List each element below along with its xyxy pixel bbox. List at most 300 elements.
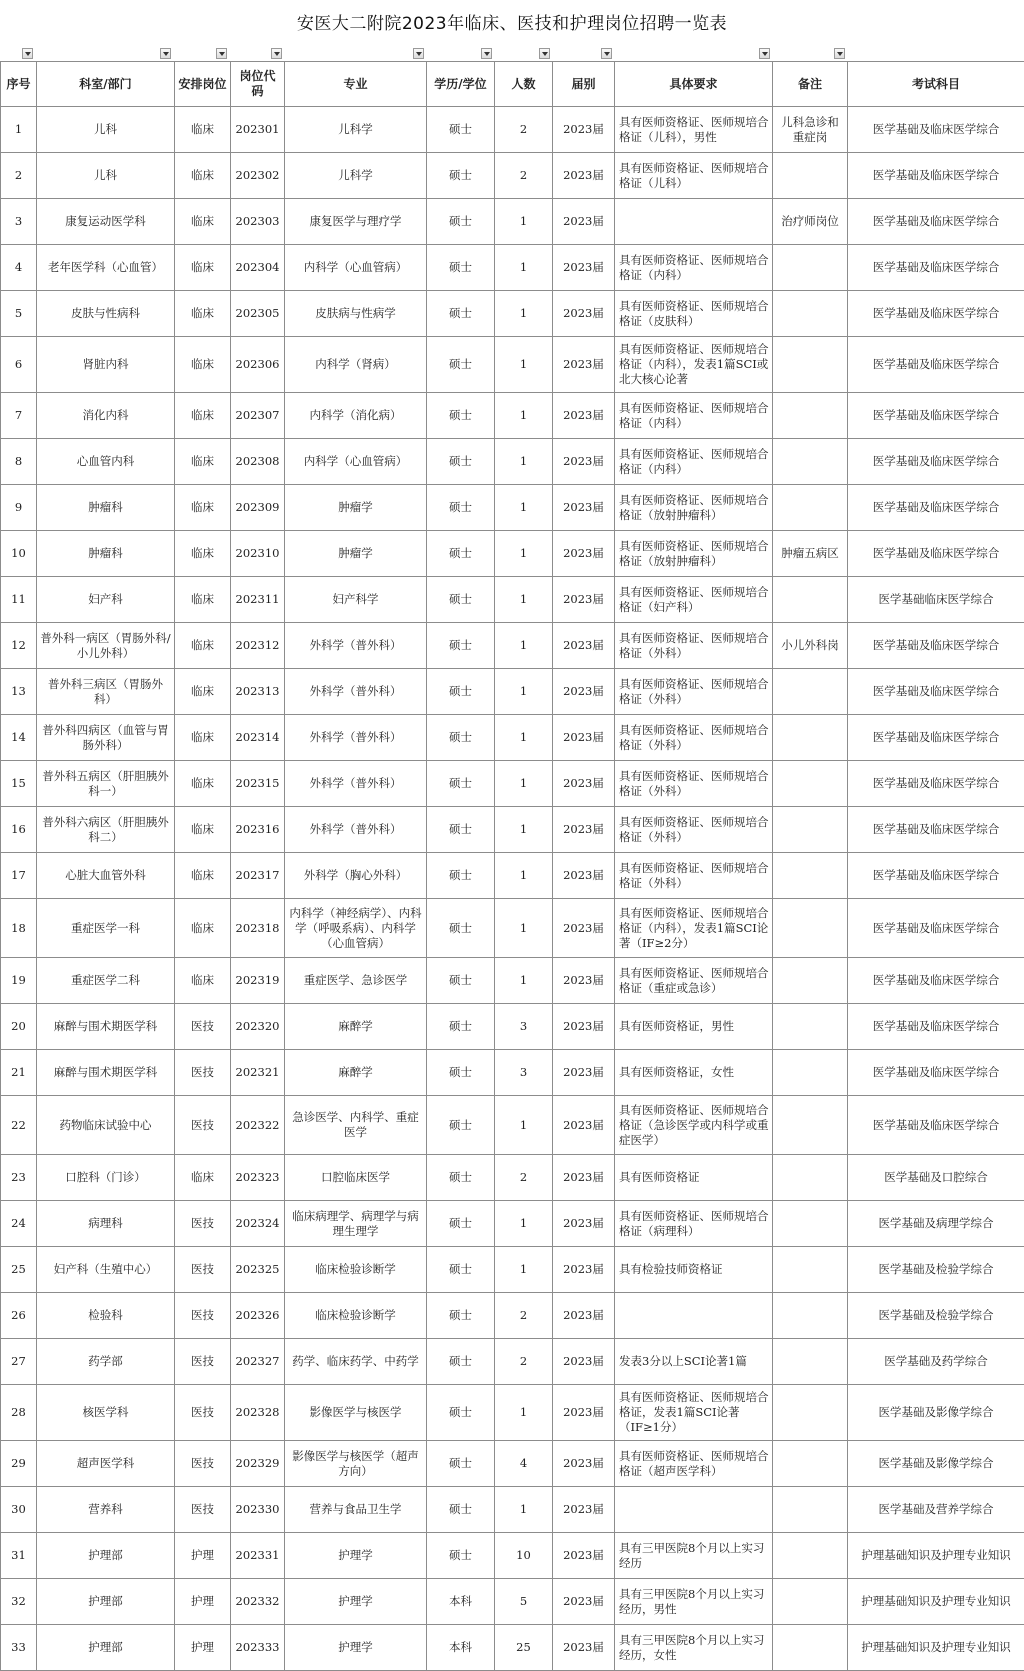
cell-requirements: 具有医师资格证、医师规培合格证（放射肿瘤科） bbox=[615, 531, 773, 577]
cell-remark: 肿瘤五病区 bbox=[773, 531, 848, 577]
cell-code: 202306 bbox=[231, 337, 285, 393]
cell-code: 202327 bbox=[231, 1339, 285, 1385]
cell-position: 护理 bbox=[175, 1579, 231, 1625]
cell-dept: 妇产科 bbox=[37, 577, 175, 623]
cell-degree: 硕士 bbox=[427, 899, 495, 958]
cell-seq: 31 bbox=[1, 1533, 37, 1579]
cell-count: 1 bbox=[495, 807, 553, 853]
cell-exam: 医学基础及影像学综合 bbox=[848, 1385, 1024, 1441]
cell-session: 2023届 bbox=[553, 1247, 615, 1293]
cell-dept: 普外科三病区（胃肠外科） bbox=[37, 669, 175, 715]
cell-position: 医技 bbox=[175, 1096, 231, 1155]
cell-dept: 麻醉与围术期医学科 bbox=[37, 1050, 175, 1096]
cell-session: 2023届 bbox=[553, 669, 615, 715]
cell-requirements: 具有医师资格证、医师规培合格证（病理科） bbox=[615, 1201, 773, 1247]
cell-session: 2023届 bbox=[553, 807, 615, 853]
cell-major: 药学、临床药学、中药学 bbox=[285, 1339, 427, 1385]
cell-dept: 普外科一病区（胃肠外科/小儿外科） bbox=[37, 623, 175, 669]
cell-remark bbox=[773, 1441, 848, 1487]
table-row bbox=[1, 715, 1024, 761]
cell-position: 临床 bbox=[175, 807, 231, 853]
table-row bbox=[1, 153, 1024, 199]
cell-degree: 硕士 bbox=[427, 1385, 495, 1441]
cell-code: 202322 bbox=[231, 1096, 285, 1155]
cell-major: 外科学（普外科） bbox=[285, 623, 427, 669]
cell-position: 医技 bbox=[175, 1385, 231, 1441]
table-row bbox=[1, 669, 1024, 715]
header-dept: 科室/部门 bbox=[37, 62, 175, 107]
cell-degree: 硕士 bbox=[427, 1293, 495, 1339]
table-row bbox=[1, 761, 1024, 807]
cell-position: 临床 bbox=[175, 715, 231, 761]
cell-seq: 5 bbox=[1, 291, 37, 337]
cell-session: 2023届 bbox=[553, 245, 615, 291]
cell-position: 临床 bbox=[175, 761, 231, 807]
cell-degree: 硕士 bbox=[427, 669, 495, 715]
cell-remark bbox=[773, 1004, 848, 1050]
cell-count: 10 bbox=[495, 1533, 553, 1579]
cell-remark bbox=[773, 245, 848, 291]
cell-dept: 康复运动医学科 bbox=[37, 199, 175, 245]
table-row bbox=[1, 1441, 1024, 1487]
cell-session: 2023届 bbox=[553, 485, 615, 531]
cell-major: 外科学（普外科） bbox=[285, 807, 427, 853]
cell-requirements: 具有医师资格证、医师规培合格证（内科） bbox=[615, 245, 773, 291]
cell-count: 1 bbox=[495, 761, 553, 807]
cell-count: 1 bbox=[495, 1201, 553, 1247]
cell-count: 1 bbox=[495, 899, 553, 958]
cell-position: 临床 bbox=[175, 623, 231, 669]
table-row bbox=[1, 623, 1024, 669]
cell-count: 2 bbox=[495, 1339, 553, 1385]
cell-session: 2023届 bbox=[553, 1201, 615, 1247]
cell-seq: 29 bbox=[1, 1441, 37, 1487]
cell-degree: 硕士 bbox=[427, 199, 495, 245]
cell-count: 1 bbox=[495, 245, 553, 291]
cell-position: 临床 bbox=[175, 485, 231, 531]
cell-exam: 医学基础及影像学综合 bbox=[848, 1441, 1024, 1487]
cell-count: 1 bbox=[495, 669, 553, 715]
filter-dropdown-remark[interactable] bbox=[834, 48, 845, 59]
header-remark: 备注 bbox=[773, 62, 848, 107]
cell-dept: 核医学科 bbox=[37, 1385, 175, 1441]
table-row bbox=[1, 853, 1024, 899]
cell-exam: 医学基础及检验学综合 bbox=[848, 1247, 1024, 1293]
cell-degree: 硕士 bbox=[427, 1247, 495, 1293]
cell-count: 1 bbox=[495, 1247, 553, 1293]
cell-major: 麻醉学 bbox=[285, 1004, 427, 1050]
filter-dropdown-req[interactable] bbox=[759, 48, 770, 59]
cell-seq: 24 bbox=[1, 1201, 37, 1247]
header-req: 具体要求 bbox=[615, 62, 773, 107]
cell-position: 临床 bbox=[175, 245, 231, 291]
cell-remark bbox=[773, 439, 848, 485]
cell-seq: 12 bbox=[1, 623, 37, 669]
cell-code: 202309 bbox=[231, 485, 285, 531]
cell-session: 2023届 bbox=[553, 958, 615, 1004]
cell-exam: 医学基础及临床医学综合 bbox=[848, 107, 1024, 153]
cell-exam: 医学基础及药学综合 bbox=[848, 1339, 1024, 1385]
cell-count: 1 bbox=[495, 485, 553, 531]
table-row bbox=[1, 958, 1024, 1004]
header-seq: 序号 bbox=[1, 62, 37, 107]
cell-count: 2 bbox=[495, 1155, 553, 1201]
cell-session: 2023届 bbox=[553, 761, 615, 807]
cell-degree: 硕士 bbox=[427, 1096, 495, 1155]
header-major: 专业 bbox=[285, 62, 427, 107]
cell-degree: 硕士 bbox=[427, 761, 495, 807]
cell-degree: 硕士 bbox=[427, 577, 495, 623]
table-row bbox=[1, 1096, 1024, 1155]
cell-seq: 1 bbox=[1, 107, 37, 153]
cell-requirements: 具有医师资格证、医师规培合格证（妇产科） bbox=[615, 577, 773, 623]
cell-dept: 皮肤与性病科 bbox=[37, 291, 175, 337]
cell-remark bbox=[773, 1096, 848, 1155]
cell-seq: 14 bbox=[1, 715, 37, 761]
cell-major: 重症医学、急诊医学 bbox=[285, 958, 427, 1004]
cell-exam: 医学基础及临床医学综合 bbox=[848, 1050, 1024, 1096]
cell-dept: 护理部 bbox=[37, 1579, 175, 1625]
cell-exam: 医学基础及临床医学综合 bbox=[848, 439, 1024, 485]
cell-seq: 11 bbox=[1, 577, 37, 623]
cell-dept: 检验科 bbox=[37, 1293, 175, 1339]
cell-degree: 硕士 bbox=[427, 1487, 495, 1533]
cell-requirements bbox=[615, 1293, 773, 1339]
filter-dropdown-count[interactable] bbox=[539, 48, 550, 59]
cell-session: 2023届 bbox=[553, 199, 615, 245]
cell-position: 临床 bbox=[175, 393, 231, 439]
cell-dept: 普外科四病区（血管与胃肠外科） bbox=[37, 715, 175, 761]
cell-session: 2023届 bbox=[553, 623, 615, 669]
cell-requirements: 具有医师资格证、医师规培合格证（内科） bbox=[615, 439, 773, 485]
cell-exam: 医学基础及临床医学综合 bbox=[848, 199, 1024, 245]
cell-position: 临床 bbox=[175, 577, 231, 623]
cell-code: 202328 bbox=[231, 1385, 285, 1441]
table-row bbox=[1, 337, 1024, 393]
cell-remark bbox=[773, 1339, 848, 1385]
table-body bbox=[1, 107, 1024, 1671]
cell-count: 2 bbox=[495, 1293, 553, 1339]
cell-major: 护理学 bbox=[285, 1579, 427, 1625]
cell-degree: 硕士 bbox=[427, 439, 495, 485]
cell-requirements: 具有医师资格证、医师规培合格证（急诊医学或内科学或重症医学） bbox=[615, 1096, 773, 1155]
cell-remark bbox=[773, 1487, 848, 1533]
cell-degree: 硕士 bbox=[427, 958, 495, 1004]
cell-code: 202314 bbox=[231, 715, 285, 761]
cell-session: 2023届 bbox=[553, 107, 615, 153]
cell-requirements: 具有检验技师资格证 bbox=[615, 1247, 773, 1293]
cell-requirements: 具有医师资格证、医师规培合格证（内科） bbox=[615, 393, 773, 439]
filter-dropdown-seq[interactable] bbox=[22, 48, 33, 59]
cell-dept: 药学部 bbox=[37, 1339, 175, 1385]
cell-dept: 儿科 bbox=[37, 107, 175, 153]
cell-session: 2023届 bbox=[553, 1487, 615, 1533]
cell-requirements: 具有三甲医院8个月以上实习经历，女性 bbox=[615, 1625, 773, 1671]
cell-seq: 8 bbox=[1, 439, 37, 485]
cell-remark bbox=[773, 715, 848, 761]
cell-requirements: 具有医师资格证、医师规培合格证（外科） bbox=[615, 761, 773, 807]
cell-requirements bbox=[615, 199, 773, 245]
cell-exam: 医学基础及临床医学综合 bbox=[848, 715, 1024, 761]
cell-dept: 普外科五病区（肝胆胰外科一） bbox=[37, 761, 175, 807]
cell-remark: 小儿外科岗 bbox=[773, 623, 848, 669]
cell-exam: 医学基础及临床医学综合 bbox=[848, 807, 1024, 853]
cell-requirements: 具有医师资格证、医师规培合格证（外科） bbox=[615, 715, 773, 761]
filter-dropdown-position[interactable] bbox=[216, 48, 227, 59]
cell-major: 妇产科学 bbox=[285, 577, 427, 623]
cell-position: 医技 bbox=[175, 1487, 231, 1533]
cell-dept: 妇产科（生殖中心） bbox=[37, 1247, 175, 1293]
cell-code: 202302 bbox=[231, 153, 285, 199]
cell-seq: 2 bbox=[1, 153, 37, 199]
cell-exam: 医学基础及检验学综合 bbox=[848, 1293, 1024, 1339]
cell-exam: 医学基础及临床医学综合 bbox=[848, 485, 1024, 531]
cell-remark bbox=[773, 1247, 848, 1293]
cell-position: 临床 bbox=[175, 899, 231, 958]
cell-seq: 4 bbox=[1, 245, 37, 291]
table-row bbox=[1, 1385, 1024, 1441]
filter-dropdown-major[interactable] bbox=[413, 48, 424, 59]
cell-position: 临床 bbox=[175, 153, 231, 199]
cell-remark bbox=[773, 1385, 848, 1441]
cell-remark bbox=[773, 669, 848, 715]
filter-dropdown-dept[interactable] bbox=[160, 48, 171, 59]
cell-exam: 医学基础及临床医学综合 bbox=[848, 853, 1024, 899]
cell-code: 202319 bbox=[231, 958, 285, 1004]
cell-seq: 10 bbox=[1, 531, 37, 577]
cell-count: 1 bbox=[495, 337, 553, 393]
cell-dept: 重症医学二科 bbox=[37, 958, 175, 1004]
cell-remark bbox=[773, 1155, 848, 1201]
cell-requirements: 具有医师资格证、医师规培合格证（超声医学科） bbox=[615, 1441, 773, 1487]
cell-major: 肿瘤学 bbox=[285, 485, 427, 531]
cell-code: 202317 bbox=[231, 853, 285, 899]
cell-count: 5 bbox=[495, 1579, 553, 1625]
cell-session: 2023届 bbox=[553, 1050, 615, 1096]
filter-dropdown-degree[interactable] bbox=[481, 48, 492, 59]
cell-code: 202307 bbox=[231, 393, 285, 439]
cell-session: 2023届 bbox=[553, 1533, 615, 1579]
cell-code: 202311 bbox=[231, 577, 285, 623]
cell-major: 外科学（普外科） bbox=[285, 761, 427, 807]
cell-session: 2023届 bbox=[553, 577, 615, 623]
cell-code: 202303 bbox=[231, 199, 285, 245]
cell-degree: 硕士 bbox=[427, 107, 495, 153]
cell-code: 202315 bbox=[231, 761, 285, 807]
cell-exam: 医学基础及临床医学综合 bbox=[848, 899, 1024, 958]
cell-count: 1 bbox=[495, 291, 553, 337]
cell-seq: 28 bbox=[1, 1385, 37, 1441]
cell-dept: 肿瘤科 bbox=[37, 485, 175, 531]
cell-position: 医技 bbox=[175, 1339, 231, 1385]
cell-seq: 9 bbox=[1, 485, 37, 531]
cell-session: 2023届 bbox=[553, 291, 615, 337]
cell-degree: 硕士 bbox=[427, 1533, 495, 1579]
cell-major: 外科学（普外科） bbox=[285, 715, 427, 761]
cell-code: 202308 bbox=[231, 439, 285, 485]
cell-exam: 医学基础及临床医学综合 bbox=[848, 245, 1024, 291]
table-row bbox=[1, 1487, 1024, 1533]
cell-count: 2 bbox=[495, 107, 553, 153]
cell-requirements: 具有医师资格证，女性 bbox=[615, 1050, 773, 1096]
filter-dropdown-code[interactable] bbox=[271, 48, 282, 59]
table-row bbox=[1, 899, 1024, 958]
cell-requirements: 具有医师资格证、医师规培合格证（内科），发表1篇SCI论著（IF≥2分） bbox=[615, 899, 773, 958]
cell-requirements: 具有医师资格证、医师规培合格证（放射肿瘤科） bbox=[615, 485, 773, 531]
cell-requirements: 具有医师资格证、医师规培合格证，发表1篇SCI论著（IF≥1分） bbox=[615, 1385, 773, 1441]
cell-remark bbox=[773, 393, 848, 439]
cell-remark bbox=[773, 899, 848, 958]
cell-major: 护理学 bbox=[285, 1625, 427, 1671]
cell-exam: 医学基础及临床医学综合 bbox=[848, 291, 1024, 337]
table-row bbox=[1, 1004, 1024, 1050]
cell-exam: 医学基础及临床医学综合 bbox=[848, 958, 1024, 1004]
cell-major: 内科学（消化病） bbox=[285, 393, 427, 439]
cell-count: 1 bbox=[495, 853, 553, 899]
cell-major: 护理学 bbox=[285, 1533, 427, 1579]
cell-position: 临床 bbox=[175, 337, 231, 393]
cell-degree: 硕士 bbox=[427, 1004, 495, 1050]
cell-position: 医技 bbox=[175, 1247, 231, 1293]
cell-remark bbox=[773, 337, 848, 393]
cell-seq: 13 bbox=[1, 669, 37, 715]
cell-count: 1 bbox=[495, 1096, 553, 1155]
cell-degree: 硕士 bbox=[427, 807, 495, 853]
table-row bbox=[1, 199, 1024, 245]
cell-requirements: 具有医师资格证、医师规培合格证（外科） bbox=[615, 807, 773, 853]
header-position: 安排岗位 bbox=[175, 62, 231, 107]
cell-major: 内科学（心血管病） bbox=[285, 439, 427, 485]
cell-exam: 医学基础及临床医学综合 bbox=[848, 761, 1024, 807]
cell-dept: 心脏大血管外科 bbox=[37, 853, 175, 899]
cell-requirements: 具有三甲医院8个月以上实习经历 bbox=[615, 1533, 773, 1579]
cell-code: 202325 bbox=[231, 1247, 285, 1293]
cell-requirements: 具有医师资格证、医师规培合格证（外科） bbox=[615, 669, 773, 715]
cell-seq: 21 bbox=[1, 1050, 37, 1096]
cell-dept: 口腔科（门诊） bbox=[37, 1155, 175, 1201]
cell-count: 1 bbox=[495, 1487, 553, 1533]
cell-requirements: 具有医师资格证、医师规培合格证（外科） bbox=[615, 853, 773, 899]
table-row bbox=[1, 577, 1024, 623]
cell-exam: 医学基础及临床医学综合 bbox=[848, 153, 1024, 199]
cell-seq: 16 bbox=[1, 807, 37, 853]
table-row bbox=[1, 1155, 1024, 1201]
cell-major: 肿瘤学 bbox=[285, 531, 427, 577]
cell-code: 202320 bbox=[231, 1004, 285, 1050]
cell-code: 202326 bbox=[231, 1293, 285, 1339]
cell-degree: 硕士 bbox=[427, 393, 495, 439]
cell-degree: 硕士 bbox=[427, 853, 495, 899]
table-row bbox=[1, 245, 1024, 291]
cell-count: 1 bbox=[495, 199, 553, 245]
cell-count: 1 bbox=[495, 531, 553, 577]
cell-session: 2023届 bbox=[553, 1385, 615, 1441]
page-title: 安医大二附院2023年临床、医技和护理岗位招聘一览表 bbox=[0, 0, 1024, 48]
cell-seq: 20 bbox=[1, 1004, 37, 1050]
filter-dropdown-session[interactable] bbox=[601, 48, 612, 59]
cell-requirements: 具有医师资格证，男性 bbox=[615, 1004, 773, 1050]
cell-remark bbox=[773, 485, 848, 531]
table-row bbox=[1, 439, 1024, 485]
cell-seq: 33 bbox=[1, 1625, 37, 1671]
cell-major: 急诊医学、内科学、重症医学 bbox=[285, 1096, 427, 1155]
cell-position: 临床 bbox=[175, 1155, 231, 1201]
cell-seq: 32 bbox=[1, 1579, 37, 1625]
cell-count: 1 bbox=[495, 1385, 553, 1441]
cell-degree: 硕士 bbox=[427, 1441, 495, 1487]
cell-seq: 22 bbox=[1, 1096, 37, 1155]
cell-requirements: 具有医师资格证、医师规培合格证（皮肤科） bbox=[615, 291, 773, 337]
cell-count: 3 bbox=[495, 1050, 553, 1096]
cell-major: 影像医学与核医学 bbox=[285, 1385, 427, 1441]
table-row bbox=[1, 1247, 1024, 1293]
cell-dept: 普外科六病区（肝胆胰外科二） bbox=[37, 807, 175, 853]
cell-remark bbox=[773, 153, 848, 199]
cell-degree: 硕士 bbox=[427, 1155, 495, 1201]
cell-major: 康复医学与理疗学 bbox=[285, 199, 427, 245]
cell-session: 2023届 bbox=[553, 1579, 615, 1625]
cell-position: 医技 bbox=[175, 1293, 231, 1339]
cell-major: 影像医学与核医学（超声方向） bbox=[285, 1441, 427, 1487]
cell-degree: 硕士 bbox=[427, 1339, 495, 1385]
cell-session: 2023届 bbox=[553, 1004, 615, 1050]
cell-major: 内科学（神经病学）、内科学（呼吸系病）、内科学（心血管病） bbox=[285, 899, 427, 958]
cell-count: 25 bbox=[495, 1625, 553, 1671]
table-row bbox=[1, 1339, 1024, 1385]
cell-major: 麻醉学 bbox=[285, 1050, 427, 1096]
cell-requirements: 具有医师资格证、医师规培合格证（儿科），男性 bbox=[615, 107, 773, 153]
cell-degree: 本科 bbox=[427, 1625, 495, 1671]
cell-session: 2023届 bbox=[553, 153, 615, 199]
cell-position: 医技 bbox=[175, 1004, 231, 1050]
cell-seq: 30 bbox=[1, 1487, 37, 1533]
cell-count: 1 bbox=[495, 958, 553, 1004]
cell-exam: 医学基础及临床医学综合 bbox=[848, 531, 1024, 577]
cell-degree: 硕士 bbox=[427, 245, 495, 291]
cell-major: 外科学（胸心外科） bbox=[285, 853, 427, 899]
cell-major: 外科学（普外科） bbox=[285, 669, 427, 715]
table-row bbox=[1, 1625, 1024, 1671]
cell-code: 202301 bbox=[231, 107, 285, 153]
cell-remark bbox=[773, 1050, 848, 1096]
cell-position: 医技 bbox=[175, 1050, 231, 1096]
cell-dept: 病理科 bbox=[37, 1201, 175, 1247]
cell-remark bbox=[773, 1293, 848, 1339]
cell-degree: 硕士 bbox=[427, 531, 495, 577]
table-row bbox=[1, 485, 1024, 531]
cell-seq: 17 bbox=[1, 853, 37, 899]
header-row bbox=[1, 62, 1024, 107]
table-row bbox=[1, 1050, 1024, 1096]
cell-position: 医技 bbox=[175, 1441, 231, 1487]
cell-requirements: 具有医师资格证、医师规培合格证（外科） bbox=[615, 623, 773, 669]
cell-dept: 药物临床试验中心 bbox=[37, 1096, 175, 1155]
cell-code: 202323 bbox=[231, 1155, 285, 1201]
cell-exam: 医学基础临床医学综合 bbox=[848, 577, 1024, 623]
cell-degree: 本科 bbox=[427, 1579, 495, 1625]
cell-seq: 15 bbox=[1, 761, 37, 807]
cell-code: 202305 bbox=[231, 291, 285, 337]
cell-remark bbox=[773, 1201, 848, 1247]
cell-dept: 护理部 bbox=[37, 1533, 175, 1579]
table-row bbox=[1, 1579, 1024, 1625]
cell-major: 临床检验诊断学 bbox=[285, 1247, 427, 1293]
cell-seq: 26 bbox=[1, 1293, 37, 1339]
cell-exam: 医学基础及营养学综合 bbox=[848, 1487, 1024, 1533]
cell-remark bbox=[773, 1625, 848, 1671]
header-exam: 考试科目 bbox=[848, 62, 1024, 107]
cell-count: 2 bbox=[495, 153, 553, 199]
